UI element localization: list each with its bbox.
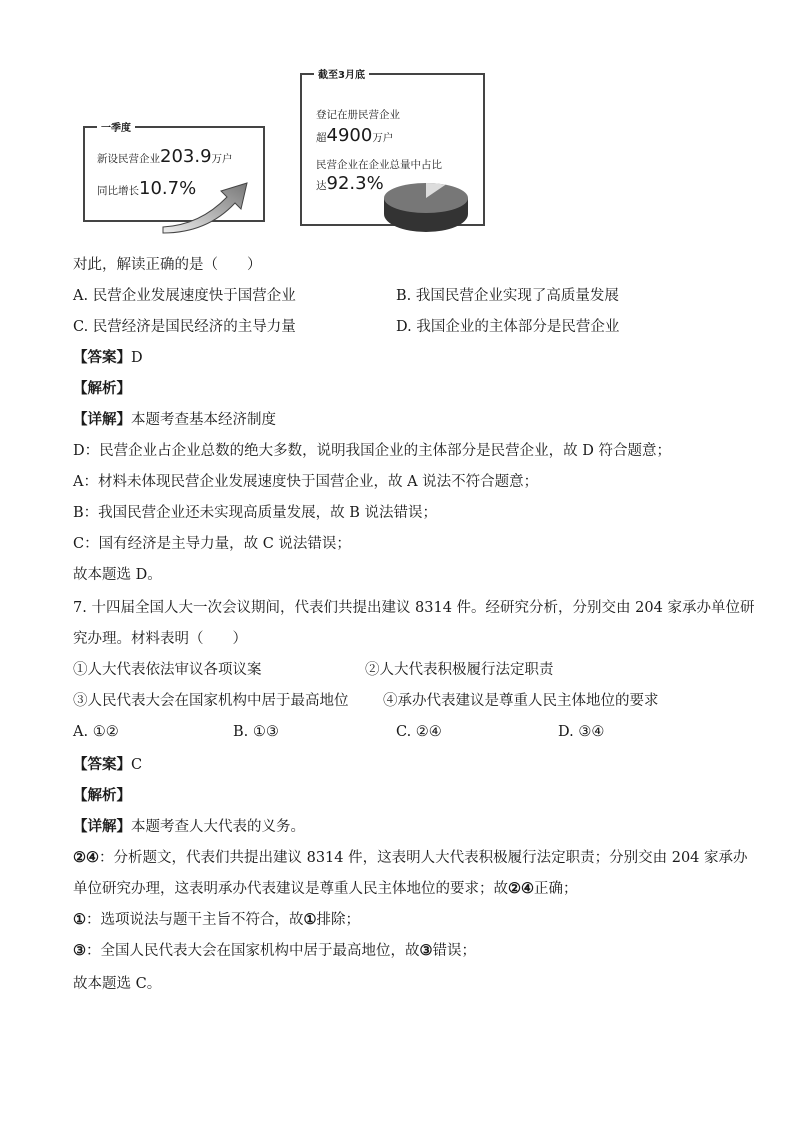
q6-explain-d: D：民营企业占企业总数的绝大多数，说明我国企业的主体部分是民营企业，故 D 符合题意；	[73, 443, 671, 459]
q7-conclusion: 故本题选 C。	[73, 976, 162, 992]
q6-analysis-tag: 【解析】	[73, 380, 131, 397]
share-pie-icon	[382, 180, 472, 240]
share-value: 达92.3%	[316, 173, 384, 194]
q7-statement-1: ①人大代表依法审议各项议案	[73, 662, 262, 678]
q6-answer: 【答案】D	[73, 349, 143, 366]
q7-statement-4: ④承办代表建议是尊重人民主体地位的要求	[383, 693, 659, 709]
q6-explain-b: B：我国民营企业还未实现高质量发展，故 B 说法错误；	[73, 505, 438, 521]
share-label: 民营企业在企业总量中占比	[316, 159, 442, 171]
q6-conclusion: 故本题选 D。	[73, 567, 162, 583]
q7-statement-2: ②人大代表积极履行法定职责	[365, 662, 554, 678]
q7-statement-3: ③人民代表大会在国家机构中居于最高地位	[73, 693, 349, 709]
q6-detail: 【详解】本题考查基本经济制度	[73, 411, 276, 428]
q6-explain-a: A：材料未体现民营企业发展速度快于国营企业，故 A 说法不符合题意；	[73, 474, 539, 490]
growth-row: 同比增长10.7%	[97, 178, 197, 199]
q7-stem-line1: 7. 十四届全国人大一次会议期间，代表们共提出建议 8314 件。经研究分析，分别交由 204 家承办单位研	[73, 600, 755, 616]
infographic-march-header: 截至3月底	[314, 66, 369, 81]
registered-value: 超4900万户	[316, 125, 394, 146]
q6-option-c[interactable]: C. 民营经济是国民经济的主导力量	[73, 319, 296, 335]
q7-analysis-tag: 【解析】	[73, 787, 131, 804]
registered-label: 登记在册民营企业	[316, 109, 400, 121]
infographic-q1-header: 一季度	[97, 119, 135, 134]
q7-stem-line2: 究办理。材料表明（ ）	[73, 631, 247, 647]
q7-option-c[interactable]: C. ②④	[396, 724, 442, 740]
growth-arrow-icon	[155, 175, 255, 235]
q7-answer: 【答案】C	[73, 756, 143, 773]
q7-option-a[interactable]: A. ①②	[73, 724, 119, 740]
q6-stem: 对此，解读正确的是（ ）	[73, 257, 262, 273]
q6-option-b[interactable]: B. 我国民营企业实现了高质量发展	[396, 288, 619, 304]
q6-explain-c: C：国有经济是主导力量，故 C 说法错误；	[73, 536, 351, 552]
q7-detail: 【详解】本题考查人大代表的义务。	[73, 818, 305, 835]
q7-explain-24-cont: 单位研究办理，这表明承办代表建议是尊重人民主体地位的要求；故②④正确；	[73, 880, 578, 897]
new-enterprises-row: 新设民营企业203.9万户	[97, 146, 233, 167]
q6-option-a[interactable]: A. 民营企业发展速度快于国营企业	[73, 288, 296, 304]
q7-explain-24: ②④：分析题文，代表们共提出建议 8314 件，这表明人大代表积极履行法定职责；分别交由 204 家承办	[73, 849, 748, 866]
q7-option-d[interactable]: D. ③④	[558, 724, 605, 740]
q6-option-d[interactable]: D. 我国企业的主体部分是民营企业	[396, 319, 620, 335]
q7-option-b[interactable]: B. ①③	[233, 724, 279, 740]
q7-explain-3: ③：全国人民代表大会在国家机构中居于最高地位，故③错误；	[73, 942, 476, 959]
q7-explain-1: ①：选项说法与题干主旨不符合，故①排除；	[73, 911, 360, 928]
